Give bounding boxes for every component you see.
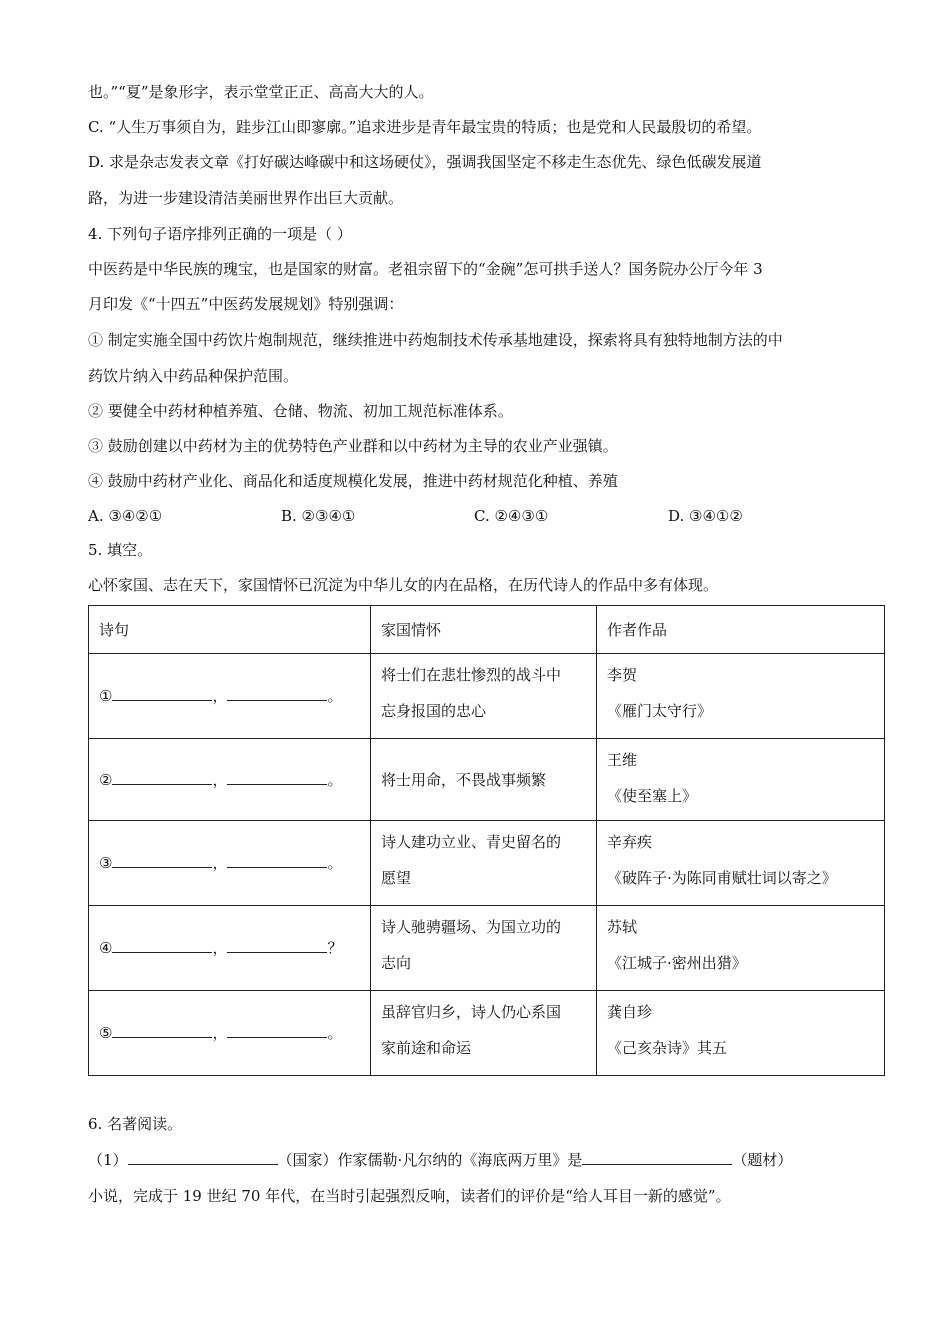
author: 李贺	[607, 666, 638, 684]
poem-blank-cell: ② ， 。	[89, 739, 371, 821]
feeling-cell: 将士们在悲壮惨烈的战斗中 忘身报国的忠心	[371, 654, 597, 739]
author-work-cell	[597, 821, 885, 906]
author: 苏轼	[607, 918, 638, 936]
question-6-line2: 小说，完成于 19 世纪 70 年代，在当时引起强烈反响，读者们的评价是“给人耳目一新的感觉”。	[88, 1187, 731, 1205]
fill-blank[interactable]	[227, 1023, 327, 1038]
fill-blank[interactable]	[227, 853, 327, 868]
poem-blank-cell: ① ， 。	[89, 654, 371, 739]
table-row	[89, 654, 885, 739]
question-5-title: 5. 填空。	[88, 541, 153, 559]
table-row	[89, 821, 885, 906]
work: 《己亥杂诗》其五	[607, 1039, 728, 1057]
question-4-item3: ③ 鼓励创建以中药材为主的优势特色产业群和以中药材为主导的农业产业强镇。	[88, 437, 618, 455]
table-row	[89, 906, 885, 991]
work: 《江城子·密州出猎》	[607, 954, 747, 972]
fill-blank[interactable]	[227, 686, 327, 701]
question-4-options	[88, 506, 884, 526]
option-b[interactable]: B. ②③④①	[281, 507, 356, 525]
author: 龚自珍	[607, 1003, 653, 1021]
option-d-line2: 路，为进一步建设清洁美丽世界作出巨大贡献。	[88, 189, 404, 207]
option-c[interactable]: C. ②④③①	[474, 507, 549, 525]
poem-blank-cell: ④ ， ？	[89, 906, 371, 991]
question-4-item1-line2: 药饮片纳入中药品种保护范围。	[88, 367, 299, 385]
feeling-cell: 诗人驰骋疆场、为国立功的 志向	[371, 906, 597, 991]
question-4-item4: ④ 鼓励中药材产业化、商品化和适度规模化发展，推进中药材规范化种植、养殖	[88, 472, 618, 490]
header-poem-line: 诗句	[89, 606, 371, 654]
table-row	[89, 991, 885, 1076]
fill-blank[interactable]	[112, 853, 212, 868]
feeling-cell: 虽辞官归乡，诗人仍心系国 家前途和命运	[371, 991, 597, 1076]
option-d[interactable]: D. ③④①②	[668, 507, 743, 525]
question-4-item1-line1: ① 制定实施全国中药饮片炮制规范，继续推进中药炮制技术传承基地建设，探索将具有独特地制方法的中	[88, 331, 783, 349]
author: 辛弃疾	[607, 833, 653, 851]
question-4-title: 4. 下列句子语序排列正确的一项是（ ）	[88, 225, 352, 243]
question-6-line1: （1） （国家）作家儒勒·凡尔纳的《海底两万里》是 （题材）	[88, 1151, 793, 1169]
poem-blank-cell: ⑤ ， 。	[89, 991, 371, 1076]
question-6-title: 6. 名著阅读。	[88, 1115, 183, 1133]
author-work-cell	[597, 991, 885, 1076]
table-header-row	[89, 606, 885, 654]
author-work-cell	[597, 906, 885, 991]
header-feeling: 家国情怀	[371, 606, 597, 654]
question-5-intro: 心怀家国、志在天下，家国情怀已沉淀为中华儿女的内在品格，在历代诗人的作品中多有体现。	[88, 576, 719, 594]
question-4-item2: ② 要健全中药材种植养殖、仓储、物流、初加工规范标准体系。	[88, 402, 513, 420]
poem-table	[88, 605, 885, 1076]
option-c-text: C. “人生万事须自为，跬步江山即寥廓。”追求进步是青年最宝贵的特质；也是党和人民最殷切的希望。	[88, 118, 762, 136]
feeling-cell: 将士用命，不畏战事频繁	[371, 739, 597, 821]
table-row	[89, 739, 885, 821]
author-work-cell	[597, 654, 885, 739]
genre-blank[interactable]	[582, 1150, 732, 1165]
fill-blank[interactable]	[112, 938, 212, 953]
option-a[interactable]: A. ③④②①	[88, 507, 163, 525]
work: 《破阵子·为陈同甫赋壮词以寄之》	[607, 869, 837, 887]
poem-blank-cell: ③ ， 。	[89, 821, 371, 906]
fill-blank[interactable]	[112, 686, 212, 701]
work: 《使至塞上》	[607, 787, 698, 805]
fill-blank[interactable]	[227, 938, 327, 953]
feeling-cell: 诗人建功立业、青史留名的 愿望	[371, 821, 597, 906]
author: 王维	[607, 751, 638, 769]
author-work-cell	[597, 739, 885, 821]
previous-option-tail: 也。”“夏”是象形字，表示堂堂正正、高高大大的人。	[88, 83, 434, 101]
fill-blank[interactable]	[112, 770, 212, 785]
fill-blank[interactable]	[227, 770, 327, 785]
option-d-line1: D. 求是杂志发表文章《打好碳达峰碳中和这场硬仗》，强调我国坚定不移走生态优先、绿色低碳发展道	[88, 153, 762, 171]
fill-blank[interactable]	[112, 1023, 212, 1038]
country-blank[interactable]	[128, 1150, 278, 1165]
work: 《雁门太守行》	[607, 702, 713, 720]
question-4-stem-line1: 中医药是中华民族的瑰宝，也是国家的财富。老祖宗留下的“金碗”怎可拱手送人？国务院办公厅今年 3	[88, 260, 763, 278]
header-author-work: 作者作品	[597, 606, 885, 654]
question-4-stem-line2: 月印发《“十四五”中医药发展规划》特别强调：	[88, 295, 404, 313]
